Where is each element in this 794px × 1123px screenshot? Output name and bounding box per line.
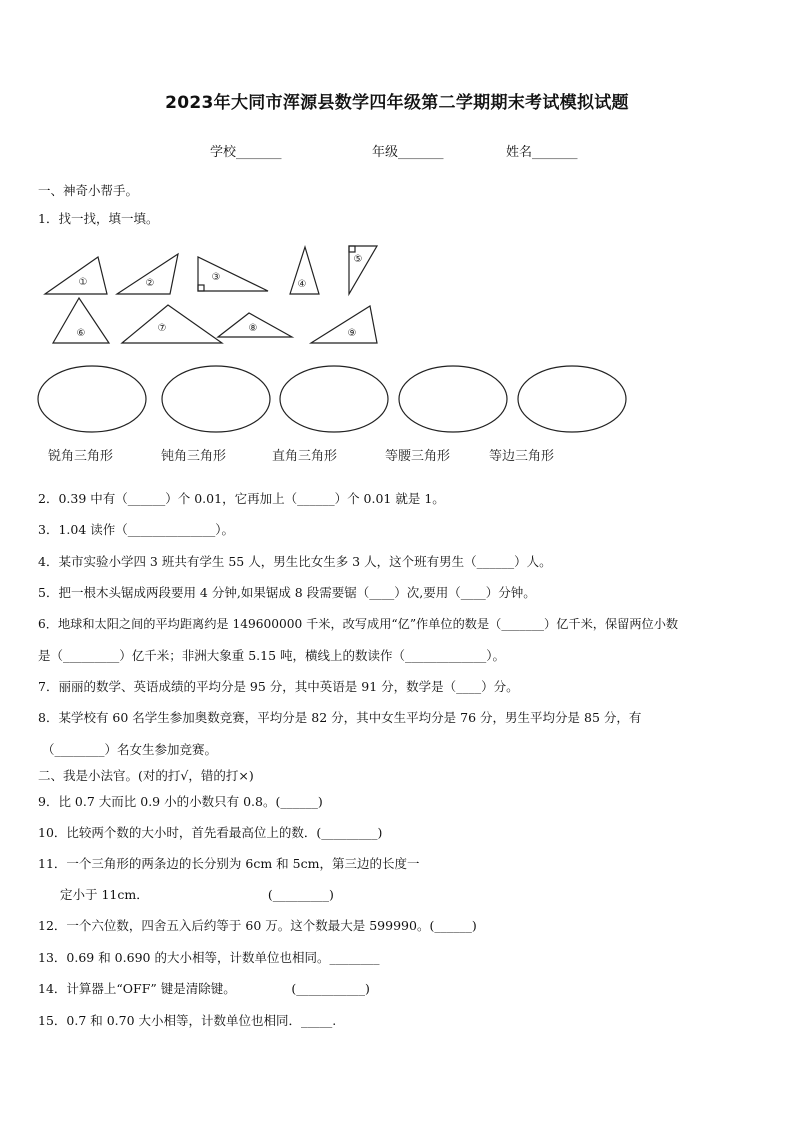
oval-obtuse [162,366,270,432]
section1-heading: 一、神奇小帮手。 [38,183,139,198]
question-2: 2．0.39 中有（______）个 0.01，它再加上（______）个 0.01 就是 1。 [38,491,445,506]
category-label-obtuse: 钝角三角形 [161,449,227,464]
category-label-equilateral: 等边三角形 [489,449,555,464]
name-field: 姓名_______ [506,145,578,160]
triangle-label-4: ④ [297,279,307,290]
triangle-label-8: ⑧ [248,323,258,334]
oval-equilateral [518,366,626,432]
category-label-right: 直角三角形 [272,449,338,464]
question-3: 3．1.04 读作（______________）。 [38,522,235,537]
triangle-label-9: ⑨ [347,328,357,339]
question-10: 10．比较两个数的大小时，首先看最高位上的数．(_________) [38,825,383,840]
school-field: 学校_______ [210,145,282,160]
category-label-isosceles: 等腰三角形 [385,449,451,464]
question-13: 13．0.69 和 0.690 的大小相等，计数单位也相同。________ [38,950,380,965]
oval-right [280,366,388,432]
question-4: 4．某市实验小学四 3 班共有学生 55 人，男生比女生多 3 人，这个班有男生（______）人。 [38,554,552,569]
triangle-label-2: ② [145,278,155,289]
page-title: 2023年大同市浑源县数学四年级第二学期期末考试模拟试题 [165,93,629,113]
triangle-label-3: ③ [211,272,221,283]
question-11-line2: 定小于 11cm． (_________) [60,887,334,902]
question-12: 12．一个六位数，四舍五入后约等于 60 万。这个数最大是 599990。(______) [38,918,477,933]
question-1: 1．找一找，填一填。 [38,211,159,226]
triangle-label-7: ⑦ [157,323,167,334]
triangle-label-1: ① [78,277,88,288]
section2-heading: 二、我是小法官。(对的打√，错的打×) [38,768,254,783]
question-7: 7．丽丽的数学、英语成绩的平均分是 95 分，其中英语是 91 分，数学是（____）分。 [38,679,519,694]
question-6-line2: 是（_________）亿千米；非洲大象重 5.15 吨，横线上的数读作（_____________）。 [38,648,506,663]
question-5: 5．把一根木头锯成两段要用 4 分钟,如果锯成 8 段需要锯（____）次,要用（____）分钟。 [38,585,536,600]
oval-isosceles [399,366,507,432]
triangle-label-6: ⑥ [76,328,86,339]
category-ovals [0,0,794,440]
question-9: 9．比 0.7 大而比 0.9 小的小数只有 0.8。(______) [38,794,323,809]
oval-acute [38,366,146,432]
triangle-label-5: ⑤ [353,254,363,265]
question-8-line2: （________）名女生参加竞赛。 [42,742,218,757]
question-8-line1: 8．某学校有 60 名学生参加奥数竞赛，平均分是 82 分，其中女生平均分是 76 分，男生平均分是 85 分，有 [38,710,642,725]
question-6-line1: 6．地球和太阳之间的平均距离约是 149600000 千米，改写成用“亿”作单位的数是（_______）亿千米，保留两位小数 [38,617,679,631]
question-14: 14．计算器上“OFF” 键是清除键。 (___________) [38,981,370,996]
category-label-acute: 锐角三角形 [48,449,114,464]
question-15: 15．0.7 和 0.70 大小相等，计数单位也相同．_____. [38,1013,337,1028]
grade-field: 年级_______ [372,145,444,160]
question-11-line1: 11．一个三角形的两条边的长分别为 6cm 和 5cm，第三边的长度一 [38,856,420,871]
